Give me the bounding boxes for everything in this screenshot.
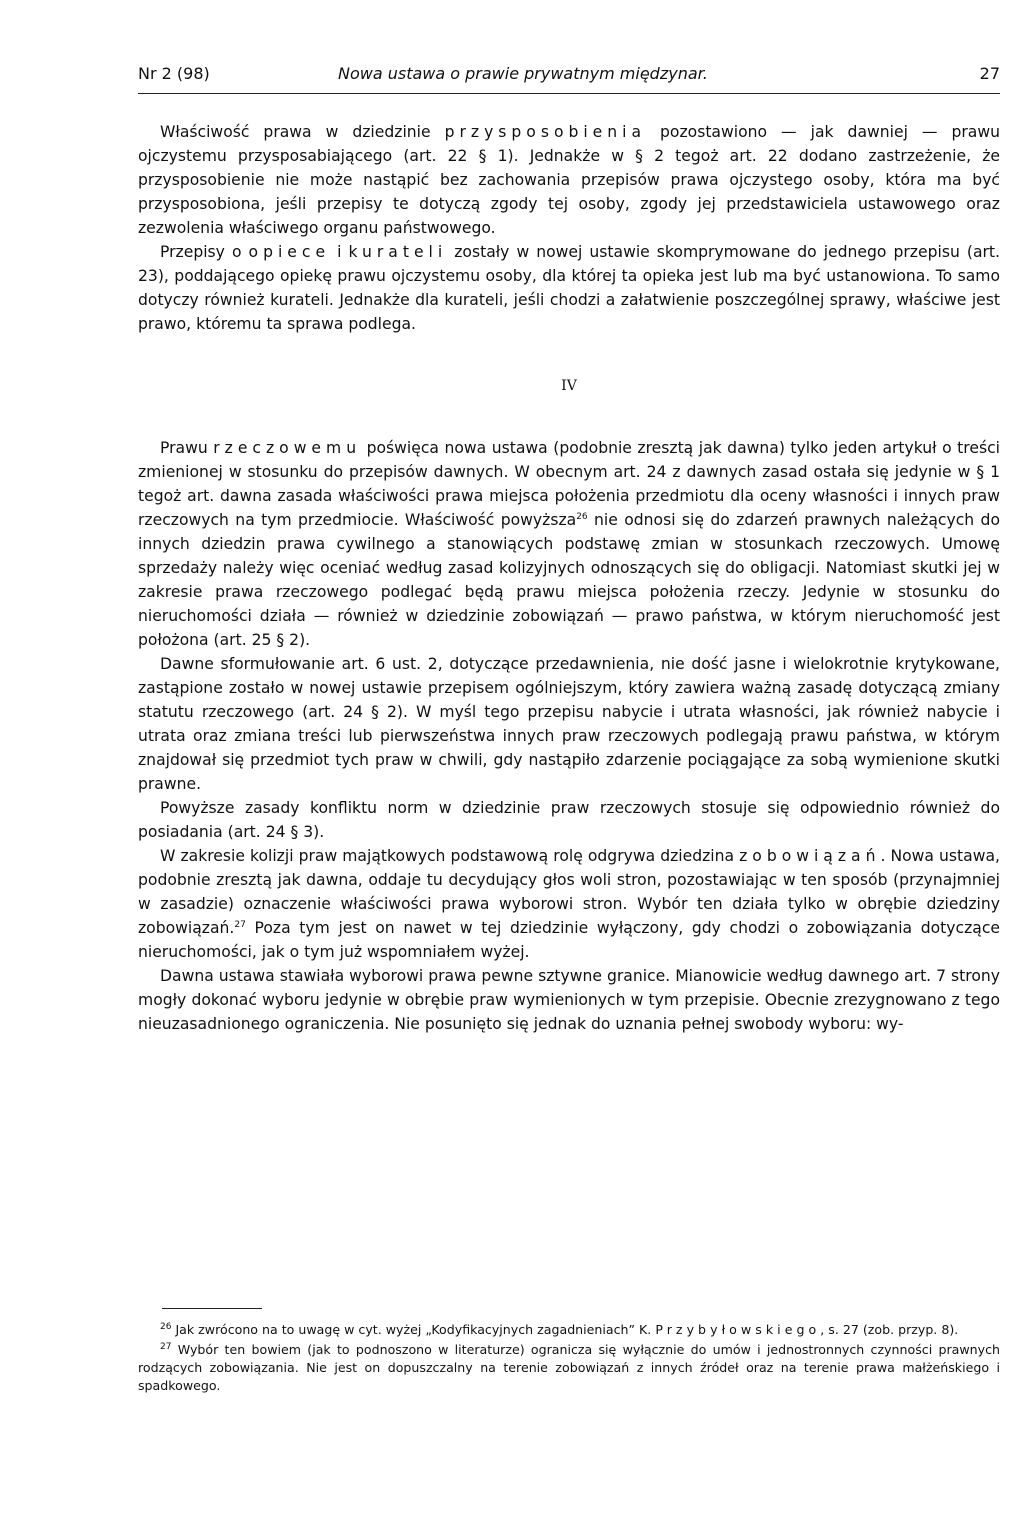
issue-number: Nr 2 (98) bbox=[138, 64, 210, 83]
emphasis-obligations: zobowiązań bbox=[739, 847, 881, 865]
text-run: , s. 27 (zob. przyp. 8). bbox=[820, 1322, 959, 1337]
page-number: 27 bbox=[979, 64, 1000, 83]
paragraph-choice-of-law: Dawna ustawa stawiała wyborowi prawa pewne sztywne granice. Mianowicie według dawnego art. 7 strony mogły dokonać wyboru jedynie w obrębie praw wymienionych w tym przepisie. Obecnie zrezygnowano z tego nieuzasadnionego ograniczenia. Nie posunięto się jednak do uznania pełnej swobody wyboru: wy- bbox=[138, 967, 1000, 1033]
text-run: pozostawiono — jak dawniej — prawu ojczystemu przysposabiającego (art. 22 § 1). Jednakże w § 2 tegoż art. 22 dodano zastrzeżenie, że przysposobienie nie może nastąpić bez zachowania przepisów prawa ojczystego osoby, która ma być przysposobiona, jeśli przepisy te dotyczą zgody tej osoby, zgody jej przedstawiciela ustawowego oraz zezwolenia właściwego organu państwowego. bbox=[138, 123, 1000, 237]
footnote-number: 27 bbox=[160, 1341, 172, 1352]
footnotes bbox=[138, 1308, 1000, 1397]
text-run: i bbox=[330, 243, 349, 261]
emphasis-property: rzeczowemu bbox=[213, 439, 362, 457]
footnote-26 bbox=[138, 1321, 1000, 1339]
text-run: Wybór ten bowiem (jak to podnoszono w literaturze) ogranicza się wyłącznie do umów i jednostronnych czynności prawnych rodzących zobowiązania. Nie jest on dopuszczalny na terenie zobowiązań z innych źródeł oraz na terenie prawa małżeńskiego i spadkowego. bbox=[138, 1342, 1000, 1393]
author-name: Przybyłowskiego bbox=[655, 1322, 821, 1337]
text-run: Poza tym jest on nawet w tej dziedzinie wyłączony, gdy chodzi o zobowiązania dotyczące nieruchomości, jak o tym już wspomniałem wyżej. bbox=[138, 919, 1000, 961]
emphasis-guardianship: opiece bbox=[248, 243, 331, 261]
paragraph-guardianship bbox=[138, 240, 1000, 336]
header-rule bbox=[138, 93, 1000, 94]
text-run: Przepisy o bbox=[160, 243, 249, 261]
body-text bbox=[138, 120, 1000, 1036]
footnote-ref-26[interactable]: 26 bbox=[576, 511, 588, 522]
text-run: nie odnosi się do zdarzeń prawnych należących do innych dziedzin prawa cywilnego a stanowiących podstawę zmian w stosunkach rzeczowych. Umowę sprzedaży należy więc oceniać według zasad kolizyjnych odnoszących się do obligacji. Natomiast skutki jej w zakresie prawa rzeczowego podlegać będą prawu miejsca położenia rzeczy. Jedynie w stosunku do nieruchomości działa — również w dziedzinie zobowiązań — prawo państwa, w którym nieruchomość jest położona (art. 25 § 2). bbox=[138, 511, 1000, 649]
text-run: Właściwość prawa w dziedzinie bbox=[160, 123, 445, 141]
footnote-number: 26 bbox=[160, 1321, 172, 1332]
paragraph-adoption bbox=[138, 120, 1000, 240]
running-header bbox=[138, 62, 1000, 90]
paragraph-possession: Powyższe zasady konfliktu norm w dziedzinie praw rzeczowych stosuje się odpowiednio również do posiadania (art. 24 § 3). bbox=[138, 799, 1000, 841]
text-run: zostały w nowej ustawie skomprymowane do jednego przepisu (art. 23), poddającego opiekę prawu ojczystemu osoby, dla której ta opieka jest lub ma być ustanowiona. To samo dotyczy również kurateli. Jednakże dla kurateli, jeśli chodzi a załatwienie poszczególnej sprawy, właściwe jest prawo, któremu ta sprawa podlega. bbox=[138, 243, 1000, 333]
text-run: W zakresie kolizji praw majątkowych podstawową rolę odgrywa dziedzina bbox=[160, 847, 740, 865]
footnote-27 bbox=[138, 1341, 1000, 1395]
footnote-ref-27[interactable]: 27 bbox=[234, 919, 246, 930]
emphasis-curatorship: kurateli bbox=[348, 243, 448, 261]
section-heading: IV bbox=[561, 378, 577, 394]
footnote-separator bbox=[162, 1308, 262, 1309]
text-run: Prawu bbox=[160, 439, 214, 457]
emphasis-adoption: przysposobienia bbox=[444, 123, 647, 141]
text-run: . Nowa ustawa, podobnie zresztą jak dawna, oddaje tu decydujący głos woli stron, pozostawiając w ten sposób (przynajmniej w zasadzie) oznaczenie właściwości prawa wyborowi stron. Wybór ten działa tylko w obrębie dziedziny zobowiązań. bbox=[138, 847, 1000, 937]
text-run: poświęca nowa ustawa (podobnie zresztą jak dawna) tylko jeden artykuł o treści zmienionej w stosunku do przepisów dawnych. W obecnym art. 24 z dawnych zasad ostała się jedynie w § 1 tegoż art. dawna zasada właściwości prawa miejsca położenia przedmiotu dla oceny własności i innych praw rzeczowych na tym przedmiocie. Właściwość powyższa bbox=[138, 439, 1000, 529]
paragraph-prescription: Dawne sformułowanie art. 6 ust. 2, dotyczące przedawnienia, nie dość jasne i wielokrotnie krytykowane, zastąpione zostało w nowej ustawie przepisem ogólniejszym, który zawiera ważną zasadę dotyczącą zmiany statutu rzeczowego (art. 24 § 2). W myśl tego przepisu nabycie i utrata własności, jak również nabycie i utrata oraz zmiana treści lub pierwszeństwa innych praw rzeczowych podlegają prawu państwa, w którym znajdował się przedmiot tych praw w chwili, gdy nastąpiło zdarzenie pociągające za sobą wymienione skutki prawne. bbox=[138, 655, 1000, 793]
text-run: Jak zwrócono na to uwagę w cyt. wyżej „Kodyfikacyjnych zagadnieniach” K. bbox=[171, 1322, 656, 1337]
paragraph-property-law bbox=[138, 436, 1000, 652]
running-title: Nowa ustawa o prawie prywatnym międzynar. bbox=[338, 64, 708, 83]
paragraph-obligations bbox=[138, 844, 1000, 964]
